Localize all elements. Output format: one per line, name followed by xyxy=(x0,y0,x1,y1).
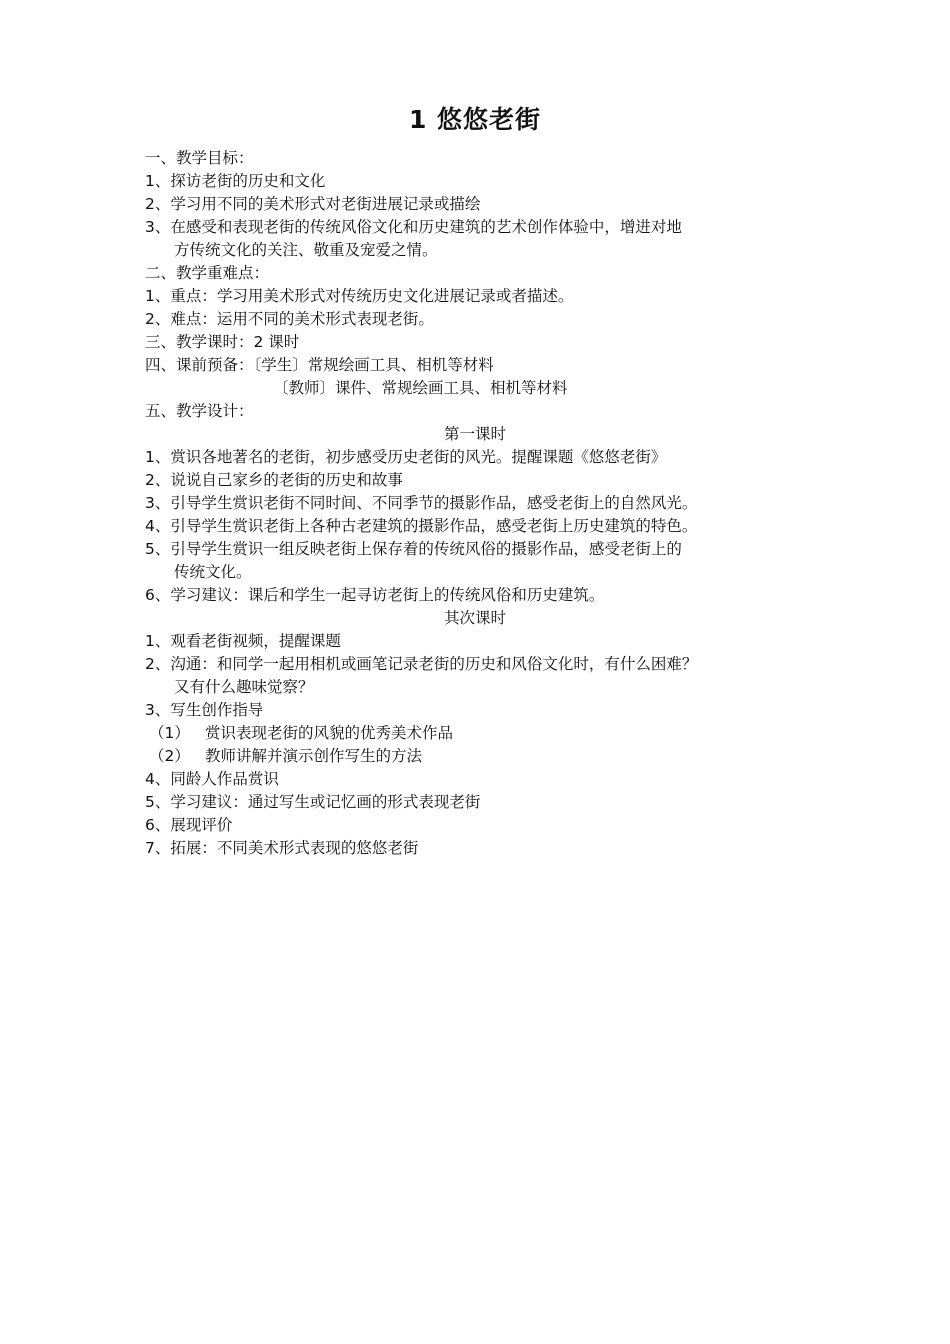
page-title: 1 悠悠老街 xyxy=(408,105,542,134)
section-heading-key-points: 二、教学重难点： xyxy=(145,264,270,282)
lesson1-item: 1、赏识各地著名的老街，初步感受历史老街的风光。提醒课题《悠悠老街》 xyxy=(145,448,667,466)
goal-item-continuation: 方传统文化的关注、敬重及宠爱之情。 xyxy=(174,241,438,259)
preparation-teacher: 〔教师〕课件、常规绘画工具、相机等材料 xyxy=(273,379,568,397)
lesson2-heading: 其次课时 xyxy=(443,609,506,627)
subitem-text: 教师讲解并演示创作写生的方法 xyxy=(205,747,423,765)
lesson2-item: 2、沟通：和同学一起用相机或画笔记录老街的历史和风俗文化时，有什么困难？ xyxy=(145,655,698,673)
section-hours: 三、教学课时：2 课时 xyxy=(145,333,300,351)
lesson1-item-continuation: 传统文化。 xyxy=(174,563,252,581)
goal-item: 2、学习用不同的美术形式对老街进展记录或描绘 xyxy=(145,195,481,213)
document-body xyxy=(145,147,825,860)
lesson2-item: 6、展现评价 xyxy=(145,816,233,834)
lesson1-heading: 第一课时 xyxy=(443,425,506,443)
key-point-item: 2、难点：运用不同的美术形式表现老街。 xyxy=(145,310,434,328)
lesson2-item-continuation: 又有什么趣味觉察？ xyxy=(174,678,314,696)
lesson1-item: 4、引导学生赏识老街上各种古老建筑的摄影作品，感受老街上历史建筑的特色。 xyxy=(145,517,698,535)
lesson2-item: 3、写生创作指导 xyxy=(145,701,264,719)
lesson2-item: 1、观看老街视频，提醒课题 xyxy=(145,632,341,650)
lesson2-item: 7、拓展：不同美术形式表现的悠悠老街 xyxy=(145,839,419,857)
subitem-text: 赏识表现老街的风貌的优秀美术作品 xyxy=(205,724,454,742)
lesson2-subitem xyxy=(145,745,825,768)
lesson1-item: 5、引导学生赏识一组反映老街上保存着的传统风俗的摄影作品，感受老街上的 xyxy=(145,540,682,558)
goal-item: 1、探访老街的历史和文化 xyxy=(145,172,326,190)
lesson2-item: 5、学习建议：通过写生或记忆画的形式表现老街 xyxy=(145,793,481,811)
section-heading-goals: 一、教学目标： xyxy=(145,149,254,167)
lesson1-item: 6、学习建议：课后和学生一起寻访老街上的传统风俗和历史建筑。 xyxy=(145,586,605,604)
subitem-number: （2） xyxy=(149,747,190,765)
lesson2-item: 4、同龄人作品赏识 xyxy=(145,770,279,788)
key-point-item: 1、重点：学习用美术形式对传统历史文化进展记录或者描述。 xyxy=(145,287,574,305)
goal-item: 3、在感受和表现老街的传统风俗文化和历史建筑的艺术创作体验中，增进对地 xyxy=(145,218,682,236)
subitem-number: （1） xyxy=(149,724,190,742)
section-preparation: 四、课前预备：〔学生〕常规绘画工具、相机等材料 xyxy=(145,356,494,374)
lesson1-item: 2、说说自己家乡的老街的历史和故事 xyxy=(145,471,403,489)
lesson2-subitem xyxy=(145,722,825,745)
lesson1-item: 3、引导学生赏识老街不同时间、不同季节的摄影作品，感受老街上的自然风光。 xyxy=(145,494,698,512)
section-heading-design: 五、教学设计： xyxy=(145,402,254,420)
